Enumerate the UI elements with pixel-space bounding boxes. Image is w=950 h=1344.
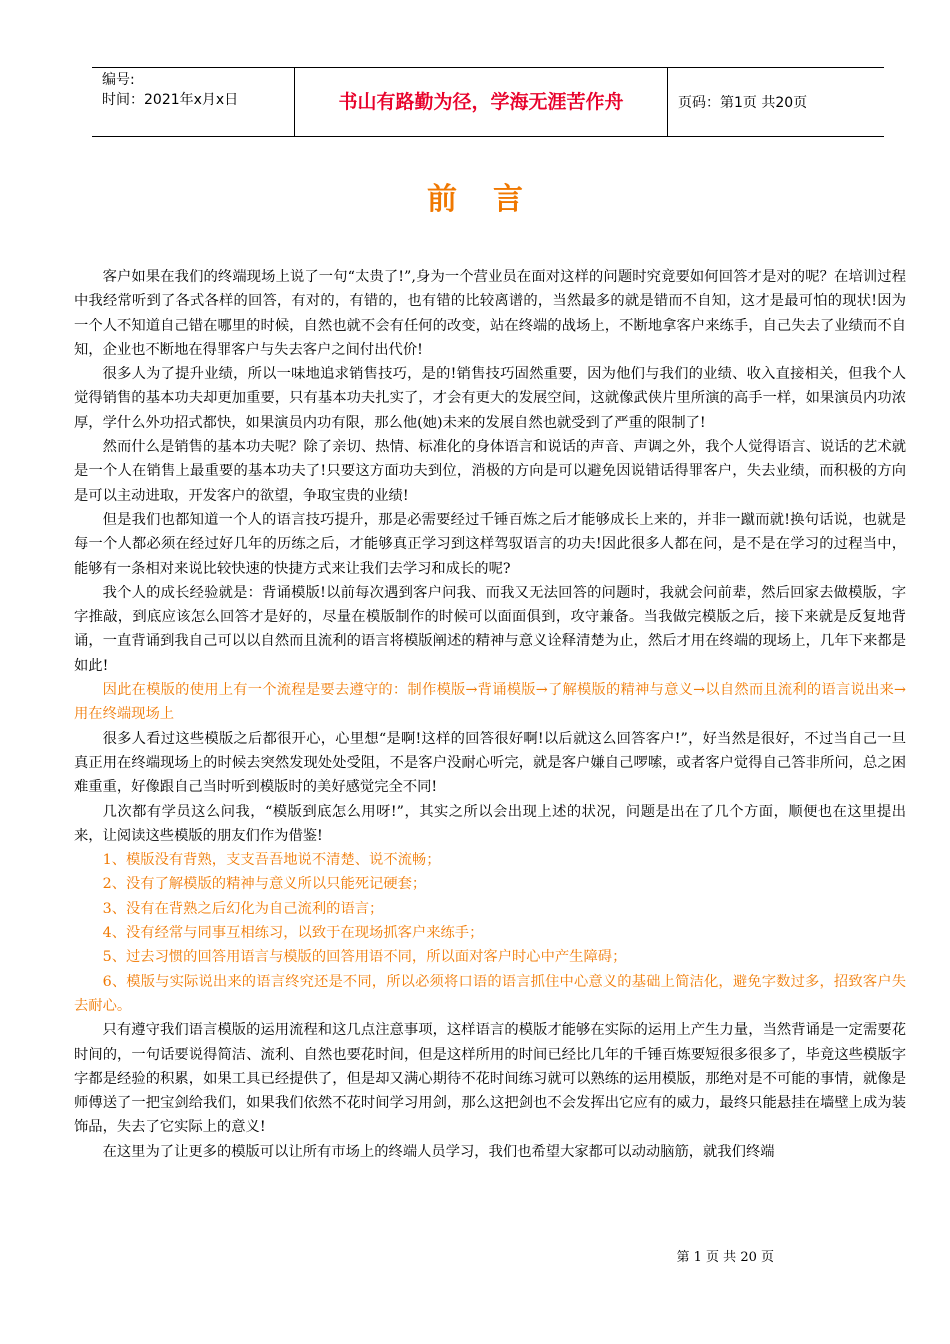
header-meta bbox=[92, 68, 295, 136]
paragraph: 在这里为了让更多的模版可以让所有市场上的终端人员学习，我们也希望大家都可以动动脑筋，就我们终端 bbox=[102, 1143, 775, 1160]
page-footer: 第 1 页 共 20 页 bbox=[676, 1250, 774, 1265]
highlighted-paragraph: 因此在模版的使用上有一个流程是要去遵守的：制作模版→背诵模版→了解模版的精神与意义→以自然而且流利的语言说出来→用在终端现场上 bbox=[74, 682, 906, 723]
paragraph: 很多人为了提升业绩，所以一味地追求销售技巧，是的!销售技巧固然重要，因为他们与我们的业绩、收入直接相关，但我个人觉得销售的基本功夫却更加重要，只有基本功夫扎实了，才会有更大的发展空间，这就像武侠片里所演的高手一样，如果演员内功浓厚，学什么外功招式都快，如果演员内功有限，那么他(她)未来的发展自然也就受到了严重的限制了! bbox=[74, 366, 906, 431]
page-header bbox=[92, 67, 884, 137]
highlighted-paragraph: 2、没有了解模版的精神与意义所以只能死记硬套； bbox=[102, 876, 427, 893]
highlighted-paragraph: 6、模版与实际说出来的语言终究还是不同，所以必须将口语的语言抓住中心意义的基础上简洁化，避免字数过多，招致客户失去耐心。 bbox=[74, 973, 906, 1014]
document-body bbox=[74, 265, 906, 1164]
paragraph: 我个人的成长经验就是：背诵模版!以前每次遇到客户问我、而我又无法回答的问题时，我就会问前辈，然后回家去做模版，字字推敲，到底应该怎么回答才是好的，尽量在模版制作的时候可以面面俱到，攻守兼备。当我做完模版之后，接下来就是反复地背诵，一直背诵到我自己可以以自然而且流利的语言将模版阐述的精神与意义诠释清楚为止，然后才用在终端的现场上，几年下来都是如此! bbox=[74, 584, 906, 674]
paragraph: 很多人看过这些模版之后都很开心，心里想“是啊!这样的回答很好啊!以后就这么回答客户!”，好当然是很好，不过当自己一旦真正用在终端现场上的时候去突然发现处处受阻，不是客户没耐心听完，就是客户嫌自己啰嗦，或者客户觉得自己答非所问，总之困难重重，好像跟自己当时听到模版时的美好感觉完全不同! bbox=[74, 730, 906, 796]
paragraph: 客户如果在我们的终端现场上说了一句“太贵了!”,身为一个营业员在面对这样的问题时究竟要如何回答才是对的呢？在培训过程中我经常听到了各式各样的回答，有对的，有错的，也有错的比较离谱的，当然最多的就是错而不自知，这才是最可怕的现状!因为一个人不知道自己错在哪里的时候，自然也就不会有任何的改变，站在终端的战场上，不断地拿客户来练手，自己失去了业绩而不自知，企业也不断地在得罪客户与失去客户之间付出代价! bbox=[74, 269, 906, 358]
paragraph: 几次都有学员这么问我，“模版到底怎么用呀!”，其实之所以会出现上述的状况，问题是出在了几个方面，顺便也在这里提出来，让阅读这些模版的朋友们作为借鉴! bbox=[74, 803, 906, 844]
paragraph: 但是我们也都知道一个人的语言技巧提升，那是必需要经过千锤百炼之后才能够成长上来的，并非一蹴而就!换句话说，也就是每一个人都必须在经过好几年的历练之后，才能够真正学习到这样驾驭语言的功夫!因此很多人都在问，是不是在学习的过程当中，能够有一条相对来说比较快速的快捷方式来让我们去学习和成长的呢? bbox=[74, 511, 906, 577]
document-title: 前言 bbox=[427, 182, 559, 217]
paragraph: 只有遵守我们语言模版的运用流程和这几点注意事项，这样语言的模版才能够在实际的运用上产生力量，当然背诵是一定需要花时间的，一句话要说得简洁、流利、自然也要花时间，但是这样所用的时间已经比几年的千锤百炼要短很多很多了，毕竟这些模版字字都是经验的积累，如果工具已经提供了，但是却又满心期待不花时间练习就可以熟练的运用模版，那绝对是不可能的事情，就像是师傅送了一把宝剑给我们，如果我们依然不花时间学习用剑，那么这把剑也不会发挥出它应有的威力，最终只能悬挂在墙壁上成为装饰品，失去了它实际上的意义! bbox=[74, 1022, 906, 1136]
document-time-label: 时间：2021年x月x日 bbox=[102, 92, 239, 108]
highlighted-paragraph: 1、模版没有背熟，支支吾吾地说不清楚、说不流畅； bbox=[102, 852, 441, 869]
highlighted-paragraph: 4、没有经常与同事互相练习，以致于在现场抓客户来练手； bbox=[102, 925, 484, 942]
paragraph: 然而什么是销售的基本功夫呢？除了亲切、热情、标准化的身体语言和说话的声音、声调之外，我个人觉得语言、说话的艺术就是一个人在销售上最重要的基本功夫了!只要这方面功夫到位，消极的方向是可以避免因说错话得罪客户，失去业绩，而积极的方向是可以主动进取，开发客户的欲望，争取宝贵的业绩! bbox=[74, 439, 906, 504]
highlighted-paragraph: 5、过去习惯的回答用语言与模版的回答用语不同，所以面对客户时心中产生障碍； bbox=[102, 949, 627, 966]
header-page-number: 页码：第1页 共20页 bbox=[678, 95, 808, 111]
highlighted-paragraph: 3、没有在背熟之后幻化为自己流利的语言； bbox=[102, 900, 384, 917]
header-motto: 书山有路勤为径，学海无涯苦作舟 bbox=[295, 68, 668, 136]
document-number-label: 编号: bbox=[102, 72, 135, 88]
